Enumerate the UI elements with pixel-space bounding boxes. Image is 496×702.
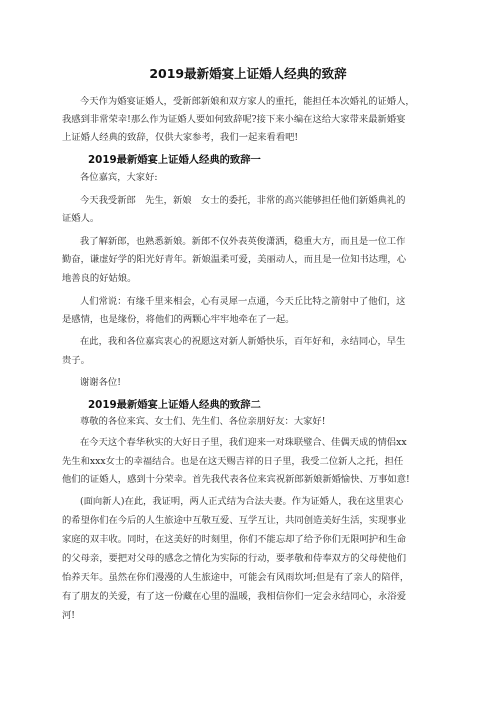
section1-line: 各位嘉宾，大家好: — [80, 172, 158, 183]
section2-line: 的希望你们在今后的人生旅途中互敬互爱、互学互让，共同创造美好生活，实现事业 — [62, 515, 406, 526]
section1-line: 证婚人。 — [62, 213, 100, 224]
section1-line: 地善良的好姑娘。 — [62, 273, 137, 284]
document-title: 2019最新婚宴上证婚人经典的致辞 — [149, 66, 347, 81]
section1-line: 是感情，也是缘份，将他们的两颗心牢牢地牵在了一起。 — [62, 314, 295, 325]
section1-line: 谢谢各位! — [80, 377, 121, 388]
section2-line: 他们的证婚人，感到十分荣幸。首先我代表各位来宾祝新郎新娘新婚愉快、万事如意! — [62, 474, 410, 485]
section-heading-1: 2019最新婚宴上证婚人经典的致辞一 — [88, 154, 261, 166]
section2-line: 的父母亲，要把对父母的感念之情化为实际的行动，要孝敬和侍奉双方的父母使他们 — [62, 553, 406, 564]
section2-line: (面向新人)在此，我证明，两人正式结为合法夫妻。作为证婚人，我在这里衷心 — [80, 496, 404, 507]
section1-line: 人们常说：有缘千里来相会，心有灵犀一点通，今天丘比特之箭射中了他们，这 — [80, 296, 406, 307]
intro-line: 今天作为婚宴证婚人，受新郎新娘和双方家人的重托，能担任本次婚礼的证婚人， — [80, 96, 415, 107]
section1-line: 勤奋，谦虚好学的阳光好青年。新娘温柔可爱，美丽动人，而且是一位知书达理，心 — [62, 254, 406, 265]
section2-line: 尊敬的各位来宾、女士们、先生们、各位亲朋好友：大家好! — [80, 416, 326, 427]
section1-line: 贵子。 — [62, 355, 90, 366]
section1-line: 在此，我和各位嘉宾衷心的祝愿这对新人新婚快乐，百年好和，永结同心，早生 — [80, 336, 406, 347]
section-heading-2: 2019最新婚宴上证婚人经典的致辞二 — [88, 399, 261, 411]
section2-line: 在今天这个春华秋实的大好日子里，我们迎来一对珠联璧合、佳偶天成的情侣xx — [80, 437, 407, 448]
section2-line: 河! — [62, 610, 76, 621]
section1-line: 我了解新郎，也熟悉新娘。新郎不仅外表英俊潇洒，稳重大方，而且是一位工作 — [80, 236, 406, 247]
intro-line: 上证婚人经典的致辞，仅供大家参考，我们一起来看看吧! — [62, 132, 299, 143]
section2-line: 家庭的双丰收。同时，在这美好的时刻里，你们不能忘却了给予你们无限呵护和生命 — [62, 534, 406, 545]
intro-line: 我感到非常荣幸!那么作为证婚人要如何致辞呢?接下来小编在这给大家带来最新婚宴 — [62, 114, 406, 125]
section2-line: 怡养天年。虽然在你们漫漫的人生旅途中，可能会有风雨坎坷;但是有了亲人的陪伴， — [62, 572, 410, 583]
section2-line: 有了朋友的关爱，有了这一份藏在心里的温暖，我相信你们一定会永结同心，永浴爱 — [62, 591, 406, 602]
section1-line: 今天我受新郎 先生，新娘 女士的委托，非常的高兴能够担任他们新婚典礼的 — [80, 195, 406, 206]
section2-line: 先生和xxx女士的幸福结合。也是在这天赐吉祥的日子里，我受二位新人之托，担任 — [62, 456, 404, 467]
